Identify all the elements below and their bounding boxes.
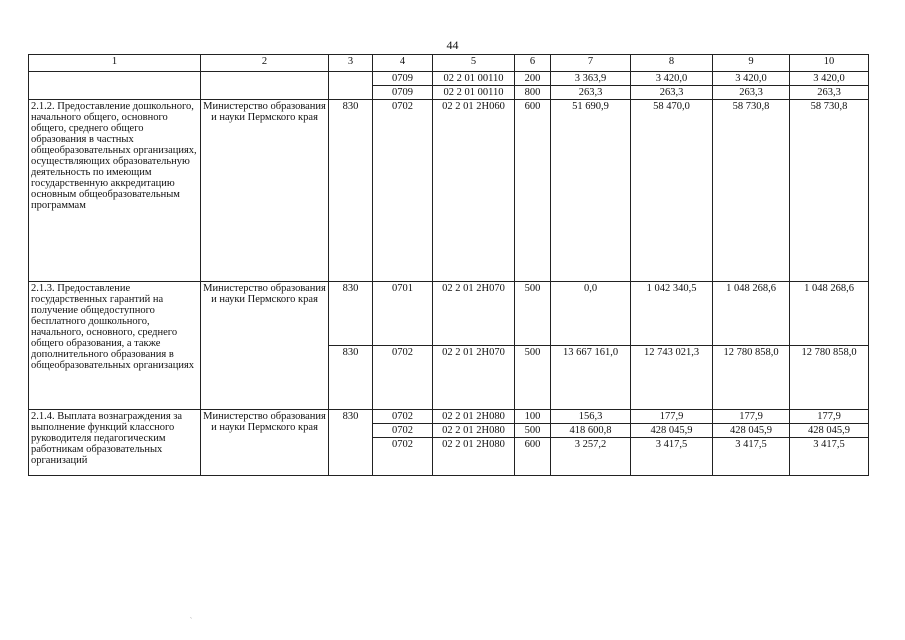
header-cell-9: 9 bbox=[713, 55, 790, 72]
item-name-cell: 2.1.2. Предоставление дошкольного, начального общего, основного общего, среднего общего образования в частных общеобразовательных организациях, осуществляющих образовательную деятельность по имеющим государственную аккредитацию основным общеобразовательным программам bbox=[29, 100, 201, 282]
item-org-cell: Министерство образования и науки Пермского края bbox=[201, 100, 329, 282]
section-cell: 0702 bbox=[373, 410, 433, 424]
target-cell: 02 2 01 2Н080 bbox=[433, 424, 515, 438]
kind-cell: 500 bbox=[515, 346, 551, 410]
scan-mark: ` bbox=[190, 618, 192, 624]
kind-cell: 500 bbox=[515, 424, 551, 438]
amount-col8: 177,9 bbox=[631, 410, 713, 424]
amount-col9: 1 048 268,6 bbox=[713, 282, 790, 346]
section-cell: 0702 bbox=[373, 100, 433, 282]
table-row bbox=[29, 100, 869, 282]
amount-col7: 156,3 bbox=[551, 410, 631, 424]
amount-col8: 263,3 bbox=[631, 86, 713, 100]
header-cell-2: 2 bbox=[201, 55, 329, 72]
kind-cell: 600 bbox=[515, 438, 551, 476]
amount-col10: 12 780 858,0 bbox=[790, 346, 869, 410]
header-row bbox=[29, 55, 869, 72]
amount-col10: 428 045,9 bbox=[790, 424, 869, 438]
kind-cell: 500 bbox=[515, 282, 551, 346]
header-cell-1: 1 bbox=[29, 55, 201, 72]
target-cell: 02 2 01 2Н080 bbox=[433, 438, 515, 476]
header-cell-4: 4 bbox=[373, 55, 433, 72]
amount-col7: 3 257,2 bbox=[551, 438, 631, 476]
item-code-cell: 830 bbox=[329, 100, 373, 282]
amount-col8: 3 417,5 bbox=[631, 438, 713, 476]
amount-col8: 428 045,9 bbox=[631, 424, 713, 438]
org-cell-empty bbox=[201, 72, 329, 100]
target-cell: 02 2 01 00110 bbox=[433, 72, 515, 86]
item-org-cell: Министерство образования и науки Пермского края bbox=[201, 282, 329, 410]
kind-cell: 800 bbox=[515, 86, 551, 100]
amount-col7: 0,0 bbox=[551, 282, 631, 346]
section-cell: 0702 bbox=[373, 346, 433, 410]
header-cell-6: 6 bbox=[515, 55, 551, 72]
amount-col8: 1 042 340,5 bbox=[631, 282, 713, 346]
amount-col10: 177,9 bbox=[790, 410, 869, 424]
name-cell-empty bbox=[29, 72, 201, 100]
amount-col10: 3 417,5 bbox=[790, 438, 869, 476]
amount-col9: 263,3 bbox=[713, 86, 790, 100]
item-code-cell: 830 bbox=[329, 282, 373, 346]
amount-col9: 12 780 858,0 bbox=[713, 346, 790, 410]
amount-col9: 177,9 bbox=[713, 410, 790, 424]
code-cell-empty bbox=[329, 72, 373, 100]
section-cell: 0709 bbox=[373, 86, 433, 100]
amount-col9: 3 417,5 bbox=[713, 438, 790, 476]
item-org-cell: Министерство образования и науки Пермского края bbox=[201, 410, 329, 476]
section-cell: 0702 bbox=[373, 424, 433, 438]
amount-col10: 263,3 bbox=[790, 86, 869, 100]
amount-col7: 3 363,9 bbox=[551, 72, 631, 86]
amount-col10: 58 730,8 bbox=[790, 100, 869, 282]
header-cell-3: 3 bbox=[329, 55, 373, 72]
amount-col8: 12 743 021,3 bbox=[631, 346, 713, 410]
amount-col7: 13 667 161,0 bbox=[551, 346, 631, 410]
amount-col7: 263,3 bbox=[551, 86, 631, 100]
target-cell: 02 2 01 2Н070 bbox=[433, 282, 515, 346]
kind-cell: 200 bbox=[515, 72, 551, 86]
item-code-cell: 830 bbox=[329, 346, 373, 410]
table-row bbox=[29, 282, 869, 346]
section-cell: 0701 bbox=[373, 282, 433, 346]
kind-cell: 600 bbox=[515, 100, 551, 282]
table-row bbox=[29, 410, 869, 424]
amount-col10: 3 420,0 bbox=[790, 72, 869, 86]
header-cell-7: 7 bbox=[551, 55, 631, 72]
budget-table bbox=[28, 54, 869, 476]
amount-col9: 58 730,8 bbox=[713, 100, 790, 282]
item-name-cell: 2.1.3. Предоставление государственных гарантий на получение общедоступного бесплатного дошкольного, начального, основного, среднего общего образования, а также дополнительного образования в общеобразовательных организациях bbox=[29, 282, 201, 410]
amount-col7: 51 690,9 bbox=[551, 100, 631, 282]
amount-col8: 3 420,0 bbox=[631, 72, 713, 86]
amount-col8: 58 470,0 bbox=[631, 100, 713, 282]
target-cell: 02 2 01 2Н070 bbox=[433, 346, 515, 410]
page-number: 44 bbox=[446, 38, 459, 52]
amount-col9: 428 045,9 bbox=[713, 424, 790, 438]
kind-cell: 100 bbox=[515, 410, 551, 424]
target-cell: 02 2 01 2Н060 bbox=[433, 100, 515, 282]
header-cell-5: 5 bbox=[433, 55, 515, 72]
amount-col10: 1 048 268,6 bbox=[790, 282, 869, 346]
section-cell: 0709 bbox=[373, 72, 433, 86]
target-cell: 02 2 01 00110 bbox=[433, 86, 515, 100]
amount-col7: 418 600,8 bbox=[551, 424, 631, 438]
section-cell: 0702 bbox=[373, 438, 433, 476]
amount-col9: 3 420,0 bbox=[713, 72, 790, 86]
table-row bbox=[29, 72, 869, 86]
item-name-cell: 2.1.4. Выплата вознаграждения за выполнение функций классного руководителя педагогическим работникам образовательных организаций bbox=[29, 410, 201, 476]
header-cell-8: 8 bbox=[631, 55, 713, 72]
item-code-cell: 830 bbox=[329, 410, 373, 476]
header-cell-10: 10 bbox=[790, 55, 869, 72]
target-cell: 02 2 01 2Н080 bbox=[433, 410, 515, 424]
